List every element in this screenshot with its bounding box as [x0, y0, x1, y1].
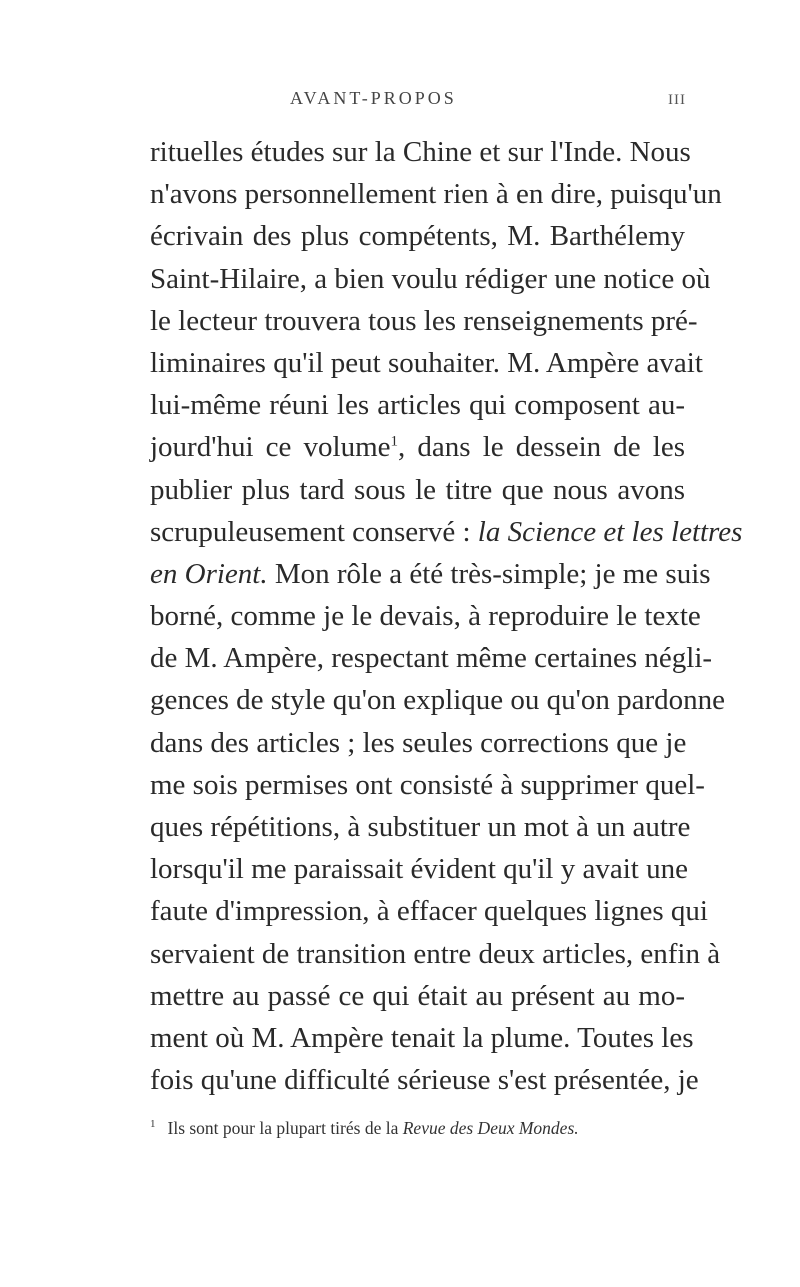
text-line: gences de style qu'on explique ou qu'on pardonne — [150, 684, 726, 717]
text-line — [150, 511, 743, 553]
footnote — [150, 1118, 685, 1139]
text-line: Saint-Hilaire, a bien voulu rédiger une notice où — [150, 262, 711, 295]
text-line: dans des articles ; les seules corrections que je — [150, 726, 687, 759]
page-number: III — [668, 92, 686, 108]
book-title-italic: en Orient. — [150, 557, 268, 590]
text-line: servaient de transition entre deux articles, enfin à — [150, 937, 721, 970]
text-line: borné, comme je le devais, à reproduire le texte — [150, 600, 701, 633]
text-fragment: , dans le dessein de les — [398, 431, 686, 464]
text-line: n'avons personnellement rien à en dire, puisqu'un — [150, 178, 722, 211]
text-line: fois qu'une difficulté sérieuse s'est présentée, je — [150, 1064, 699, 1097]
text-line — [150, 426, 685, 468]
text-fragment: jourd'hui ce volume — [150, 431, 391, 464]
text-line: faute d'impression, à effacer quelques lignes qui — [150, 895, 708, 928]
text-line: ques répétitions, à substituer un mot à un autre — [150, 811, 691, 843]
footnote-journal-title: Revue des Deux Mondes. — [402, 1118, 579, 1138]
text-line: publier plus tard sous le titre que nous avons — [150, 473, 685, 506]
text-line: me sois permises ont consisté à supprimer quel- — [150, 768, 705, 801]
text-line: ment où M. Ampère tenait la plume. Toutes les — [150, 1021, 694, 1054]
text-line: liminaires qu'il peut souhaiter. M. Ampère avait — [150, 346, 703, 379]
footnote-reference[interactable]: 1 — [390, 433, 399, 450]
text-line: rituelles études sur la Chine et sur l'Inde. Nous — [150, 136, 691, 168]
body-text — [150, 131, 743, 1101]
text-line: de M. Ampère, respectant même certaines négli- — [150, 642, 713, 675]
text-fragment: scrupuleusement conservé : — [150, 515, 478, 548]
text-line: écrivain des plus compétents, M. Barthélemy — [150, 220, 685, 253]
text-line — [150, 553, 711, 595]
footnote-marker: 1 — [150, 1118, 156, 1131]
text-line: lorsqu'il me paraissait évident qu'il y avait une — [150, 853, 688, 886]
footnote-text: Ils sont pour la plupart tirés de la — [167, 1118, 403, 1138]
text-line: lui-même réuni les articles qui composent au- — [150, 389, 685, 422]
book-title-italic: la Science et les lettres — [477, 515, 743, 548]
running-title: AVANT-PROPOS — [290, 88, 457, 108]
text-line: le lecteur trouvera tous les renseignements pré- — [150, 304, 698, 337]
text-line: mettre au passé ce qui était au présent au mo- — [150, 979, 685, 1012]
text-fragment: Mon rôle a été très-simple; je me suis — [267, 557, 711, 590]
